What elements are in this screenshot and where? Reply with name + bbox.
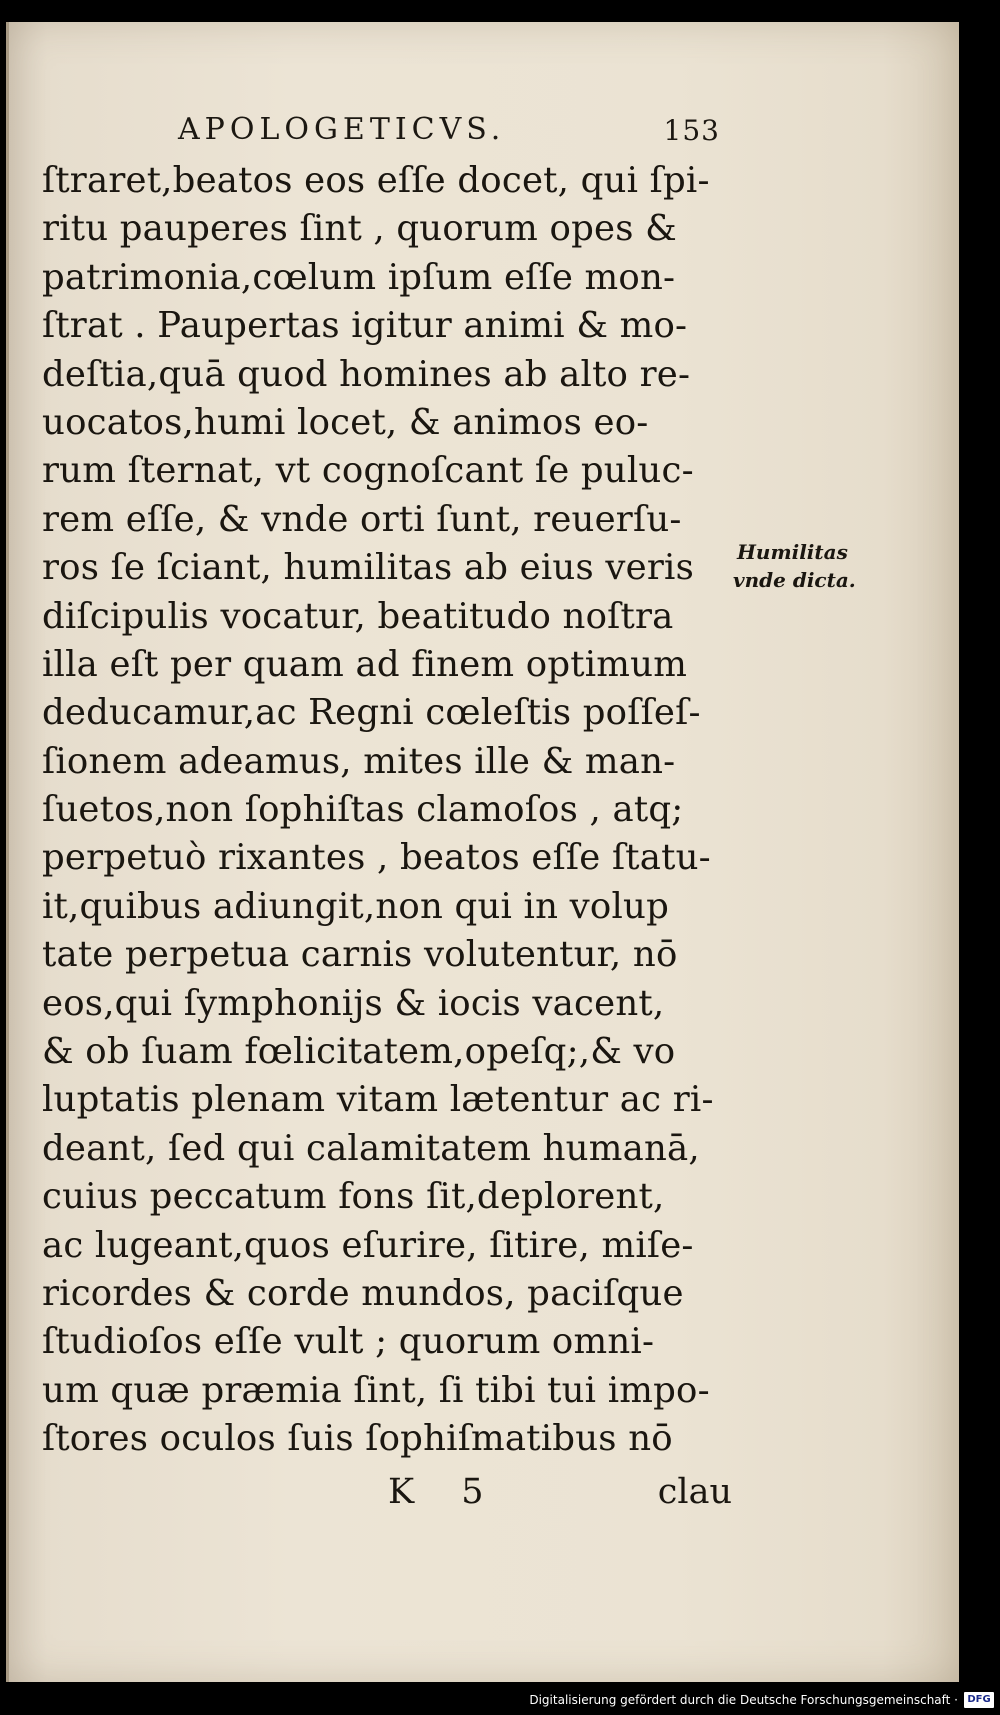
text-line: ros ſe ſciant, humilitas ab eius veris bbox=[42, 547, 695, 589]
text-line: illa eſt per quam ad finem optimum bbox=[42, 643, 688, 685]
margin-note-line: Humilitas bbox=[737, 540, 848, 564]
running-title: APOLOGETICVS. bbox=[178, 112, 506, 147]
text-line: ritu pauperes ſint , quorum opes & bbox=[42, 208, 677, 250]
page-foot bbox=[42, 1472, 732, 1522]
text-line: rem eſſe, & vnde orti ſunt, reuerſu- bbox=[42, 498, 682, 540]
text-line: ac lugeant,quos eſurire, ſitire, miſe- bbox=[42, 1224, 694, 1266]
text-line: deant, ſed qui calamitatem humanā, bbox=[42, 1127, 700, 1169]
text-line: luptatis plenam vitam lætentur ac ri- bbox=[42, 1079, 714, 1121]
text-line: ſionem adeamus, mites ille & man- bbox=[42, 740, 676, 782]
text-line: eos,qui ſymphonijs & iocis vacent, bbox=[42, 982, 665, 1024]
catchword: clau bbox=[657, 1472, 732, 1512]
text-line: deducamur,ac Regni cœleſtis poſſeſ- bbox=[42, 692, 701, 734]
margin-note-line: vnde dicta. bbox=[733, 568, 856, 592]
text-line: diſcipulis vocatur, beatitudo noſtra bbox=[42, 595, 674, 637]
text-line: uocatos,humi locet, & animos eo- bbox=[42, 401, 649, 443]
text-line: deſtia,quā quod homines ab alto re- bbox=[42, 353, 691, 395]
text-line: ſtores oculos ſuis ſophiſmatibus nō bbox=[42, 1418, 673, 1460]
text-line: & ob ſuam fœlicitatem,opeſq;,& vo bbox=[42, 1031, 676, 1073]
dfg-logo: DFG bbox=[964, 1692, 994, 1708]
text-line: patrimonia,cœlum ipſum eſſe mon- bbox=[42, 256, 676, 298]
text-line: rum ſternat, vt cognoſcant ſe puluc- bbox=[42, 450, 694, 492]
digitization-footer bbox=[0, 1687, 1000, 1715]
text-line: tate perpetua carnis volutentur, nō bbox=[42, 934, 678, 976]
body-text bbox=[42, 157, 732, 1464]
text-line: ſuetos,non ſophiſtas clamoſos , atq; bbox=[42, 789, 684, 831]
text-line: ſtudioſos eſſe vult ; quorum omni- bbox=[42, 1321, 655, 1363]
text-line: ricordes & corde mundos, paciſque bbox=[42, 1272, 684, 1314]
text-line: um quæ præmia ſint, ſi tibi tui impo- bbox=[42, 1369, 710, 1411]
margin-note bbox=[733, 538, 863, 594]
text-line: ſtrat . Paupertas igitur animi & mo- bbox=[42, 305, 688, 347]
signature-mark: K 5 bbox=[388, 1472, 502, 1512]
text-line: it,quibus adiungit,non qui in volup bbox=[42, 885, 670, 927]
text-line: ſtraret,beatos eos eſſe docet, qui ſpi- bbox=[42, 160, 710, 201]
text-line: cuius peccatum fons ſit,deplorent, bbox=[42, 1176, 665, 1218]
funding-credit: Digitalisierung gefördert durch die Deutsche Forschungsgemeinschaft · bbox=[529, 1693, 958, 1707]
page-number: 153 bbox=[663, 114, 720, 147]
running-head bbox=[170, 112, 730, 156]
text-line: perpetuò rixantes , beatos eſſe ſtatu- bbox=[42, 837, 711, 879]
